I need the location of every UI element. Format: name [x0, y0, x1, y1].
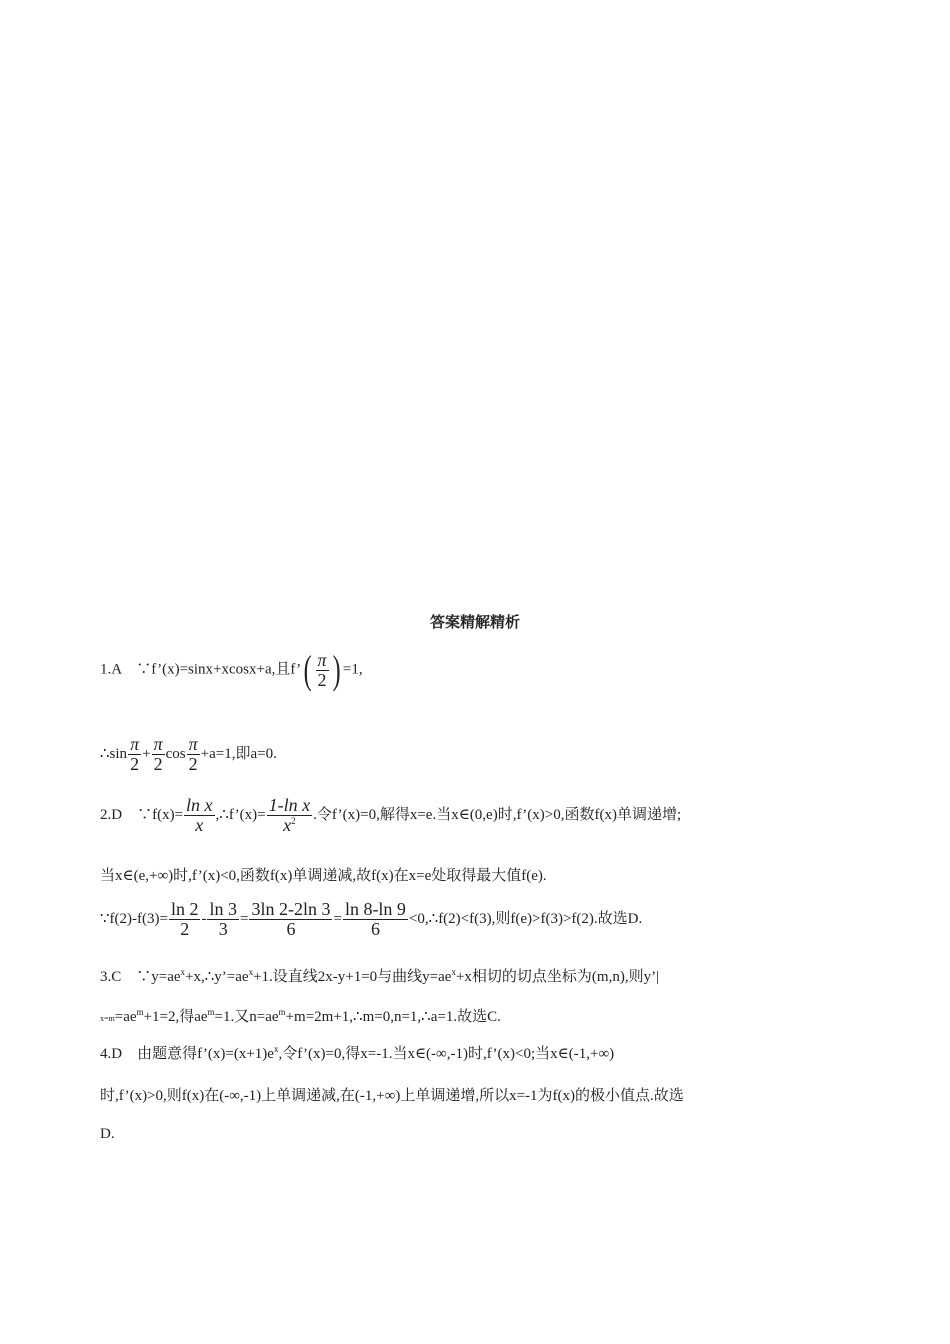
q4-line1: 4.D 由题意得$f’(x)=(x+1)e^x$,令f’(x)=0,得x=-1.当x∈(-∞,-1)时,f’(x)<0;当x∈(-1,+∞) — [100, 1044, 615, 1062]
q2-line3: ∵f(2)-f(3)= $\frac{\ln 2}{2}$ - $\frac{\ln 3}{3}$ = $\frac{3\ln 2-2\ln 3}{6}$ = $\frac{\ln 8-\ln 9}{6}$ <0,∴f(2)<f(3),则f(e)>f(3)>f(2).故选D. — [100, 899, 643, 939]
answer-section-title: 答案精解精析 — [429, 613, 520, 631]
q4-line2: 时,f’(x)>0,则f(x)在(-∞,-1)上单调递减,在(-1,+∞)上单调递增,所以x=-1为f(x)的极小值点.故选 — [100, 1088, 684, 1104]
q3-line1: 3.C $\because y=ae^x+x,\therefore y’=ae^x+1$.设直线2x-y+1=0与曲线$y=ae^x+x$相切的切点坐标为(m,n),则y’| — [100, 967, 660, 985]
q1-line1: 1.A ∵f’(x)=sinx+xcosx+a,且f’( $\frac{\pi}{2}$ ) =1, — [100, 647, 363, 692]
q4-line3: D. — [100, 1126, 115, 1142]
q1-line2: ∴sin $\frac{\pi}{2}$ + $\frac{\pi}{2}$ cos $\frac{\pi}{2}$ +a=1,即a=0. — [100, 734, 277, 774]
q2-line1: 2.D ∵f(x)= $\frac{\text{ln x}}{x}$ ,∴f’(x)= $\frac{\text{1-ln x}}{x^2}$ .令f’(x)=0,解得x=e.当x∈(0,e)时,f’(x)>0,函数f(x)单调递增; — [100, 795, 682, 835]
q2-line2: 当x∈(e,+∞)时,f’(x)<0,函数f(x)单调递减,故f(x)在x=e处取得最大值f(e). — [100, 868, 547, 884]
q3-line2: $x=m=ae^m+1=2$,得$ae^m=1$.又$n=ae^m+m=2m+1,\therefore m=0,n=1,\therefore a=1$.故选C. — [100, 1007, 501, 1025]
